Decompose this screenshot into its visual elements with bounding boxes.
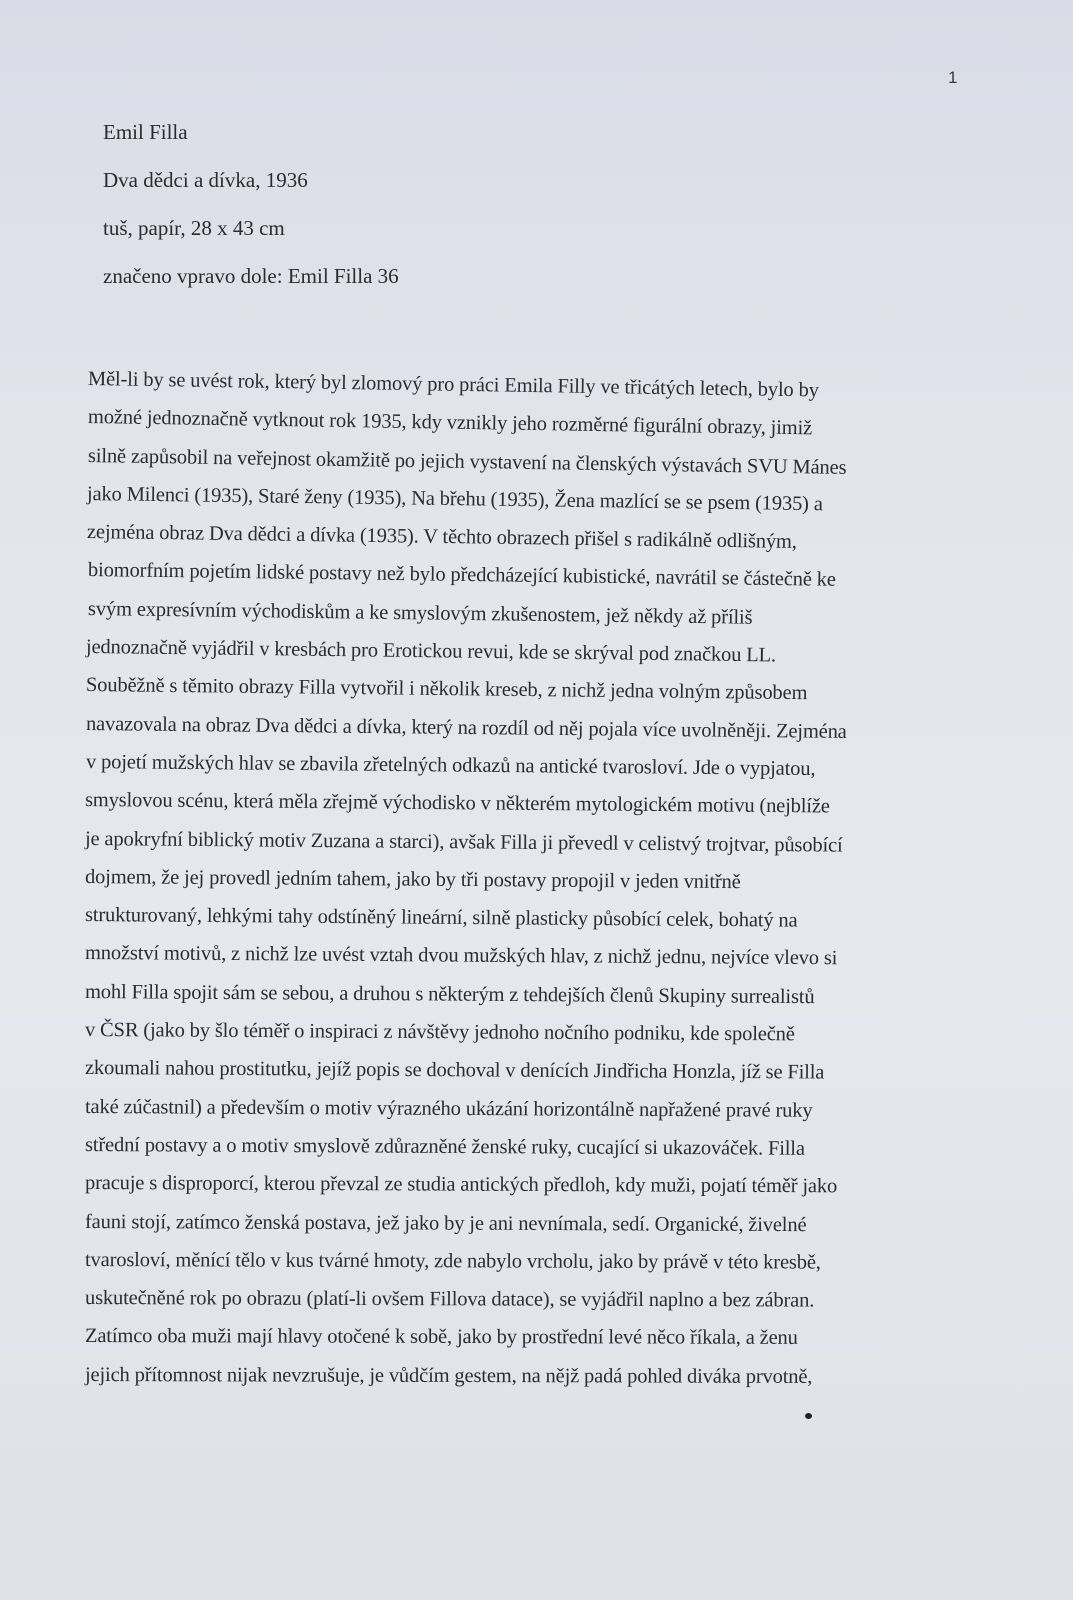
body-line: zkoumali nahou prostitutku, jejíž popis se dochoval v denících Jindřicha Honzla, jíž se Filla xyxy=(84,1057,825,1084)
body-paragraph xyxy=(84,360,988,1394)
body-line: jednoznačně vyjádřil v kresbách pro Erotickou revui, kde se skrýval pod značkou LL. xyxy=(85,636,777,667)
body-line: pracuje s disproporcí, kterou převzal ze studia antických předloh, kdy muži, pojatí téměř jako xyxy=(84,1172,838,1198)
body-line: navazovala na obraz Dva dědci a dívka, který na rozdíl od něj pojala více uvolněněji. Zejména xyxy=(85,712,847,743)
body-line: Souběžně s těmito obrazy Filla vytvořil i několik kreseb, z nichž jedna volným způsobem xyxy=(85,674,808,705)
body-line: jejich přítomnost nijak nevzrušuje, je vůdčím gestem, na nějž padá pohled diváka prvotně, xyxy=(84,1363,813,1388)
body-line: možné jednoznačně vytknout rok 1935, kdy vznikly jeho rozměrné figurální obrazy, jimiž xyxy=(87,406,813,440)
body-line: svým expresívním východiskům a ke smyslovým zkušenostem, jež někdy až příliš xyxy=(87,597,753,629)
body-line: silně zapůsobil na veřejnost okamžitě po jejich vystavení na členských výstavách SVU Mánes xyxy=(87,444,847,479)
body-line: jako Milenci (1935), Staré ženy (1935), Na břehu (1935), Žena mazlící se se psem (1935) a xyxy=(86,482,823,516)
body-line: strukturovaný, lehkými tahy odstíněný lineární, silně plasticky působící celek, bohatý na xyxy=(84,904,798,932)
body-line: střední postavy a o motiv smyslově zdůrazněné ženské ruky, cucající si ukazováček. Filla xyxy=(84,1133,805,1160)
body-line: mohl Filla spojit sám se sebou, a druhou s některým z tehdejších členů Skupiny surrealistů xyxy=(84,980,815,1008)
body-line: fauni stojí, zatímco ženská postava, jež jako by je ani nevnímala, sedí. Organické, živelné xyxy=(84,1210,807,1236)
body-line: tvarosloví, měnící tělo v kus tvárné hmoty, zde nabylo vrcholu, jako by právě v této kresbě, xyxy=(84,1248,821,1274)
author-line: Emil Filla xyxy=(103,120,188,144)
title-year-line: Dva dědci a dívka, 1936 xyxy=(103,168,308,192)
body-line: Zatímco oba muži mají hlavy otočené k sobě, jako by prostřední levé něco říkala, a ženu xyxy=(84,1325,798,1350)
signature-line: značeno vpravo dole: Emil Filla 36 xyxy=(103,264,399,288)
body-line: smyslovou scénu, která měla zřejmě východisko v některém mytologickém motivu (nejblíže xyxy=(84,789,830,818)
body-line: v pojetí mužských hlav se zbavila zřetelných odkazů na antické tvarosloví. Jde o vypjatou, xyxy=(85,750,816,780)
body-line: je apokryfní biblický motiv Zuzana a starci), avšak Filla ji převedl v celistvý trojtvar, působící xyxy=(84,827,843,857)
body-line: zejména obraz Dva dědci a dívka (1935). V těchto obrazech přišel s radikálně odlišným, xyxy=(86,521,797,554)
page-number: 1 xyxy=(948,68,958,87)
artwork-header xyxy=(103,120,399,312)
ink-speck xyxy=(805,1413,812,1419)
body-line: uskutečněné rok po obrazu (platí-li ovšem Fillova datace), se vyjádřil naplno a bez zábran. xyxy=(84,1287,815,1312)
body-line: v ČSR (jako by šlo téměř o inspiraci z návštěvy jednoho nočního podniku, kde společně xyxy=(84,1019,795,1046)
body-line: Měl-li by se uvést rok, který byl zlomový pro práci Emila Filly ve třicátých letech, bylo by xyxy=(87,368,819,402)
body-line: také zúčastnil) a především o motiv výrazného ukázání horizontálně napřažené pravé ruky xyxy=(84,1095,813,1122)
body-line: dojmem, že jej provedl jedním tahem, jako by tři postavy propojil v jeden vnitřně xyxy=(84,865,741,894)
body-line: biomorfním pojetím lidské postavy než bylo předcházející kubistické, navrátil se částečně ke xyxy=(87,559,836,592)
medium-line: tuš, papír, 28 x 43 cm xyxy=(103,216,285,240)
body-line: množství motivů, z nichž lze uvést vztah dvou mužských hlav, z nichž jednu, nejvíce vlevo si xyxy=(84,942,838,970)
